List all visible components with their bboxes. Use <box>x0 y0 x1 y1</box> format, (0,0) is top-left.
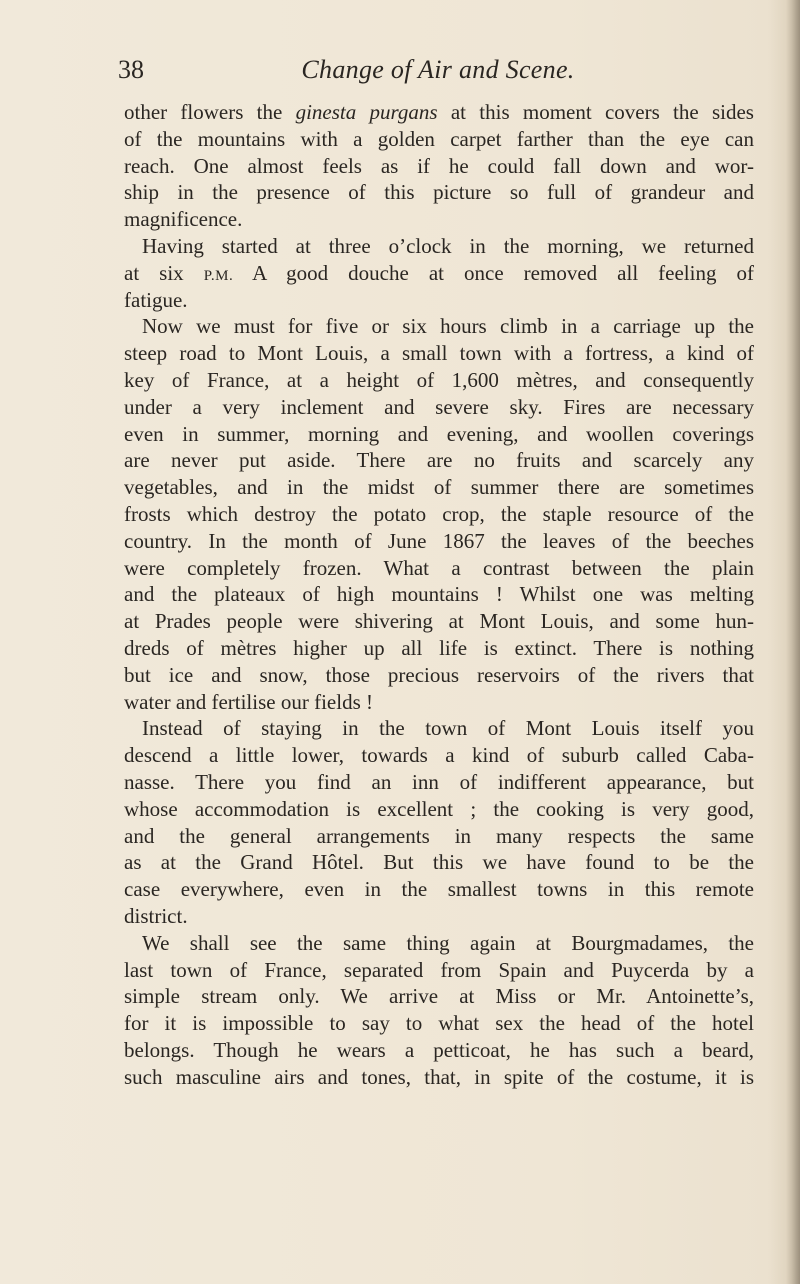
text-line <box>124 99 754 126</box>
text-segment: last town of France, separated from Spain and Puycerda by a <box>124 957 754 982</box>
page-edge-shadow <box>786 0 800 1284</box>
text-line <box>124 206 754 233</box>
text-segment: district. <box>124 903 188 928</box>
text-segment: We shall see the same thing again at Bourgmadames, the <box>142 930 754 955</box>
text-line <box>124 689 754 716</box>
text-line <box>124 742 754 769</box>
text-segment: are never put aside. There are no fruits and scarcely any <box>124 448 754 473</box>
text-line <box>124 1010 754 1037</box>
text-segment: descend a little lower, towards a kind of suburb called Caba- <box>124 743 754 768</box>
text-segment: fatigue. <box>124 287 188 312</box>
text-segment: at six <box>124 260 204 285</box>
text-line <box>124 823 754 850</box>
text-line <box>124 287 754 314</box>
text-line <box>124 501 754 528</box>
text-segment: such masculine airs and tones, that, in spite of the costume, it is <box>124 1064 754 1089</box>
text-segment: under a very inclement and severe sky. Fires are necessary <box>124 394 754 419</box>
text-line <box>124 313 754 340</box>
text-line <box>124 983 754 1010</box>
text-segment: at Prades people were shivering at Mont Louis, and some hun- <box>124 609 754 634</box>
text-line <box>124 394 754 421</box>
text-line <box>124 474 754 501</box>
text-line <box>124 528 754 555</box>
text-line <box>124 849 754 876</box>
text-segment: Having started at three o’clock in the morning, we returned <box>142 233 754 258</box>
text-line <box>124 769 754 796</box>
text-line <box>124 179 754 206</box>
text-line <box>124 1064 754 1091</box>
text-line <box>124 581 754 608</box>
text-segment: A good douche at once removed all feeling of <box>233 260 754 285</box>
text-segment: of the mountains with a golden carpet farther than the eye can <box>124 126 754 151</box>
text-line <box>124 260 754 287</box>
text-segment: belongs. Though he wears a petticoat, he has such a beard, <box>124 1037 754 1062</box>
text-segment: ship in the presence of this picture so full of grandeur and <box>124 180 754 205</box>
text-line <box>124 635 754 662</box>
text-line <box>124 233 754 260</box>
text-line <box>124 421 754 448</box>
text-segment: Now we must for five or six hours climb in a carriage up the <box>142 314 754 339</box>
text-segment: case everywhere, even in the smallest towns in this remote <box>124 877 754 902</box>
text-segment: vegetables, and in the midst of summer there are sometimes <box>124 475 754 500</box>
text-segment: as at the Grand Hôtel. But this we have found to be the <box>124 850 754 875</box>
text-line <box>124 662 754 689</box>
text-line <box>124 153 754 180</box>
text-segment: and the general arrangements in many respects the same <box>124 823 754 848</box>
page-header <box>118 50 758 90</box>
italic-term: ginesta purgans <box>295 100 438 124</box>
text-segment: other flowers the <box>124 100 296 124</box>
text-line <box>124 957 754 984</box>
small-caps-abbrev: P.M. <box>203 267 234 284</box>
body-text <box>124 99 754 1090</box>
text-segment: whose accommodation is excellent ; the cooking is very good, <box>124 796 754 821</box>
text-line <box>124 903 754 930</box>
text-segment: simple stream only. We arrive at Miss or Mr. Antoinette’s, <box>124 984 754 1009</box>
text-segment: Instead of staying in the town of Mont Louis itself you <box>142 716 754 741</box>
text-segment: were completely frozen. What a contrast between the plain <box>124 555 754 580</box>
text-segment: and the plateaux of high mountains ! Whilst one was melting <box>124 582 754 607</box>
page-number: 38 <box>118 55 144 84</box>
text-segment: but ice and snow, those precious reservoirs of the rivers that <box>124 662 754 687</box>
text-line <box>124 555 754 582</box>
text-line <box>124 340 754 367</box>
text-segment: country. In the month of June 1867 the leaves of the beeches <box>124 528 754 553</box>
text-line <box>124 1037 754 1064</box>
text-segment: frosts which destroy the potato crop, the staple resource of the <box>124 501 754 526</box>
text-segment: even in summer, morning and evening, and woollen coverings <box>124 421 754 446</box>
text-segment: magnificence. <box>124 207 243 232</box>
text-line <box>124 447 754 474</box>
text-segment: nasse. There you find an inn of indifferent appearance, but <box>124 769 754 794</box>
text-line <box>124 126 754 153</box>
text-line <box>124 796 754 823</box>
running-title: Change of Air and Scene. <box>301 55 575 84</box>
text-segment: key of France, at a height of 1,600 mètres, and consequently <box>124 367 754 392</box>
text-line <box>124 367 754 394</box>
text-segment: reach. One almost feels as if he could fall down and wor- <box>124 153 754 178</box>
text-segment: water and fertilise our fields ! <box>124 689 373 714</box>
text-line <box>124 715 754 742</box>
text-line <box>124 930 754 957</box>
text-segment: at this moment covers the sides <box>437 100 754 124</box>
text-line <box>124 876 754 903</box>
text-line <box>124 608 754 635</box>
text-segment: for it is impossible to say to what sex the head of the hotel <box>124 1011 754 1036</box>
text-segment: steep road to Mont Louis, a small town with a fortress, a kind of <box>124 341 754 366</box>
text-segment: dreds of mètres higher up all life is extinct. There is nothing <box>124 635 754 660</box>
